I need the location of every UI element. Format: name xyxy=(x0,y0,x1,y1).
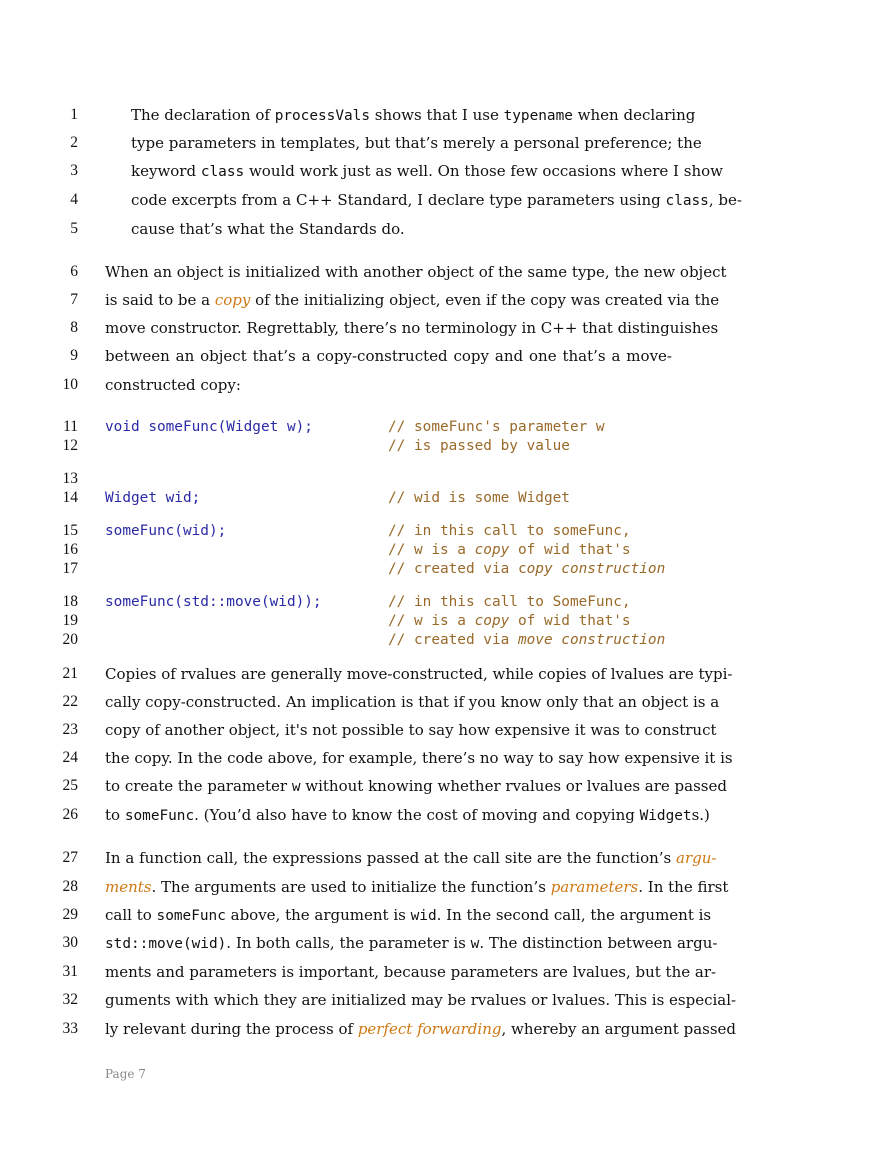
inline-code: class xyxy=(665,193,709,209)
text-line xyxy=(105,777,727,796)
text-line xyxy=(105,934,718,953)
line-number: 21 xyxy=(62,665,78,682)
comment-text: // created via c xyxy=(388,561,527,577)
text-run: constructed copy: xyxy=(105,376,241,394)
inline-code: wid xyxy=(410,908,437,924)
comment-text: // wid is some Widget xyxy=(388,490,570,506)
text-line xyxy=(105,291,720,309)
comment-text: of wid that's xyxy=(509,542,631,558)
text-run: when declaring xyxy=(572,106,696,124)
text-line xyxy=(105,347,672,365)
text-run: . In both calls, the parameter is xyxy=(226,934,471,952)
text-run: the copy. In the code above, for example, there’s no way to say how expensive it is xyxy=(105,749,733,767)
text-run: When an object is initialized with another object of the same type, the new object xyxy=(105,263,727,281)
comment-text: // is passed by value xyxy=(388,438,570,454)
code-statement: void someFunc(Widget w); xyxy=(105,419,313,435)
inline-code: someFunc xyxy=(156,908,226,924)
line-number: 18 xyxy=(62,593,78,610)
text-run: above, the argument is xyxy=(225,906,411,924)
line-number: 12 xyxy=(62,437,78,454)
comment-text: // someFunc's parameter w xyxy=(388,419,605,435)
comment-text: // w is a xyxy=(388,542,475,558)
text-line xyxy=(105,906,712,925)
code-comment xyxy=(388,593,631,611)
comment-text: // in this call to someFunc, xyxy=(388,523,631,539)
line-number: 16 xyxy=(62,541,78,558)
code-comment xyxy=(388,522,631,540)
line-number: 27 xyxy=(62,849,78,866)
text-line xyxy=(131,220,405,238)
text-line xyxy=(105,749,733,767)
text-run: . In the first xyxy=(638,878,729,896)
text-run: cause that’s what the Standards do. xyxy=(131,220,405,238)
term: argu- xyxy=(676,849,717,867)
inline-code: w xyxy=(470,936,480,952)
comment-emphasis: opy construction xyxy=(526,561,666,577)
text-line xyxy=(131,162,723,181)
code-comment xyxy=(388,541,631,559)
text-run: without knowing whether rvalues or lvalues are passed xyxy=(300,777,727,795)
term: copy xyxy=(214,291,251,309)
code-comment xyxy=(388,560,665,578)
text-run: code excerpts from a C++ Standard, I declare type parameters using xyxy=(131,191,666,209)
line-number: 20 xyxy=(62,631,78,648)
text-line xyxy=(105,693,720,711)
text-run: copy of another object, it's not possible to say how expensive it was to construct xyxy=(105,721,717,739)
line-number: 23 xyxy=(62,721,78,738)
text-line xyxy=(105,263,727,281)
text-run: shows that I use xyxy=(370,106,504,124)
code-comment xyxy=(388,612,631,630)
line-number: 1 xyxy=(70,106,78,123)
comment-text: // in this call to SomeFunc, xyxy=(388,594,631,610)
line-number: 10 xyxy=(62,376,78,393)
comment-text: // created via xyxy=(388,632,518,648)
text-run: . The arguments are used to initialize the function’s xyxy=(151,878,551,896)
code-comment xyxy=(388,437,570,455)
term: perfect forwarding xyxy=(357,1020,502,1038)
line-number: 14 xyxy=(62,489,78,506)
line-number: 4 xyxy=(70,191,78,208)
text-run: guments with which they are initialized may be rvalues or lvalues. This is especial- xyxy=(105,991,737,1009)
line-number: 25 xyxy=(62,777,78,794)
text-run: . The distinction between argu- xyxy=(479,934,718,952)
comment-text: // w is a xyxy=(388,613,475,629)
line-number: 9 xyxy=(70,347,78,364)
text-run: . In the second call, the argument is xyxy=(436,906,712,924)
code-statement: Widget wid; xyxy=(105,490,201,506)
text-line xyxy=(105,376,241,394)
line-number: 5 xyxy=(70,220,78,237)
text-run: ly relevant during the process of xyxy=(105,1020,358,1038)
code-statement: someFunc(wid); xyxy=(105,523,227,539)
text-line xyxy=(105,963,717,981)
text-run: cally copy-constructed. An implication is that if you know only that an object is a xyxy=(105,693,720,711)
text-run: is said to be a xyxy=(105,291,215,309)
text-run: In a function call, the expressions passed at the call site are the function’s xyxy=(105,849,677,867)
text-line xyxy=(105,721,717,739)
line-number: 13 xyxy=(62,470,78,487)
text-run: move constructor. Regrettably, there’s no terminology in C++ that distinguishes xyxy=(105,319,719,337)
inline-code: Widget xyxy=(639,808,692,824)
code-statement: someFunc(std::move(wid)); xyxy=(105,594,322,610)
code-comment xyxy=(388,489,570,507)
line-number: 33 xyxy=(62,1020,78,1037)
text-run: to xyxy=(105,806,125,824)
line-number: 6 xyxy=(70,263,78,280)
line-number: 24 xyxy=(62,749,78,766)
inline-code: someFunc xyxy=(124,808,195,824)
page-number: Page 7 xyxy=(105,1067,146,1081)
text-line xyxy=(105,319,719,337)
line-number: 11 xyxy=(63,418,78,435)
line-number: 29 xyxy=(62,906,78,923)
line-number: 7 xyxy=(70,291,78,308)
line-number: 8 xyxy=(70,319,78,336)
inline-code: std::move(wid) xyxy=(105,936,227,952)
text-run: . (You’d also have to know the cost of moving and copying xyxy=(194,806,640,824)
text-run: Copies of rvalues are generally move-constructed, while copies of lvalues are typi- xyxy=(105,665,733,683)
line-number: 2 xyxy=(70,134,78,151)
inline-code: typename xyxy=(503,108,573,124)
line-number: 26 xyxy=(62,806,78,823)
text-run: , be- xyxy=(708,191,742,209)
line-number: 22 xyxy=(62,693,78,710)
comment-text: of wid that's xyxy=(509,613,631,629)
text-run: call to xyxy=(105,906,157,924)
text-line xyxy=(131,191,742,210)
term: parameters xyxy=(550,878,639,896)
inline-code: processVals xyxy=(274,108,370,124)
text-run: between an object that’s a copy-constructed copy and one that’s a move- xyxy=(105,347,672,365)
line-number: 31 xyxy=(62,963,78,980)
text-line xyxy=(105,1020,737,1038)
comment-emphasis: copy xyxy=(474,542,510,558)
line-number: 30 xyxy=(62,934,78,951)
line-number: 32 xyxy=(62,991,78,1008)
text-line xyxy=(131,134,702,152)
term: ments xyxy=(105,878,152,896)
inline-code: class xyxy=(200,164,245,180)
line-number: 19 xyxy=(62,612,78,629)
code-comment xyxy=(388,631,665,649)
text-run: The declaration of xyxy=(131,106,275,124)
inline-code: w xyxy=(291,779,301,795)
text-run: s.) xyxy=(691,806,710,824)
text-line xyxy=(105,665,733,683)
text-run: , whereby an argument passed xyxy=(501,1020,737,1038)
line-number: 15 xyxy=(62,522,78,539)
text-line xyxy=(105,991,737,1009)
code-comment xyxy=(388,418,605,436)
text-run: of the initializing object, even if the copy was created via the xyxy=(250,291,720,309)
comment-emphasis: copy xyxy=(474,613,510,629)
text-run: would work just as well. On those few occasions where I show xyxy=(244,162,723,180)
text-line xyxy=(105,806,710,825)
line-number: 3 xyxy=(70,162,78,179)
text-line xyxy=(105,849,717,867)
text-line xyxy=(105,878,729,896)
text-run: to create the parameter xyxy=(105,777,292,795)
line-number: 28 xyxy=(62,878,78,895)
text-run: type parameters in templates, but that’s merely a personal preference; the xyxy=(131,134,702,152)
line-number: 17 xyxy=(62,560,78,577)
text-line xyxy=(131,106,696,125)
text-run: ments and parameters is important, because parameters are lvalues, but the ar- xyxy=(105,963,717,981)
text-run: keyword xyxy=(131,162,201,180)
comment-emphasis: move construction xyxy=(517,632,666,648)
